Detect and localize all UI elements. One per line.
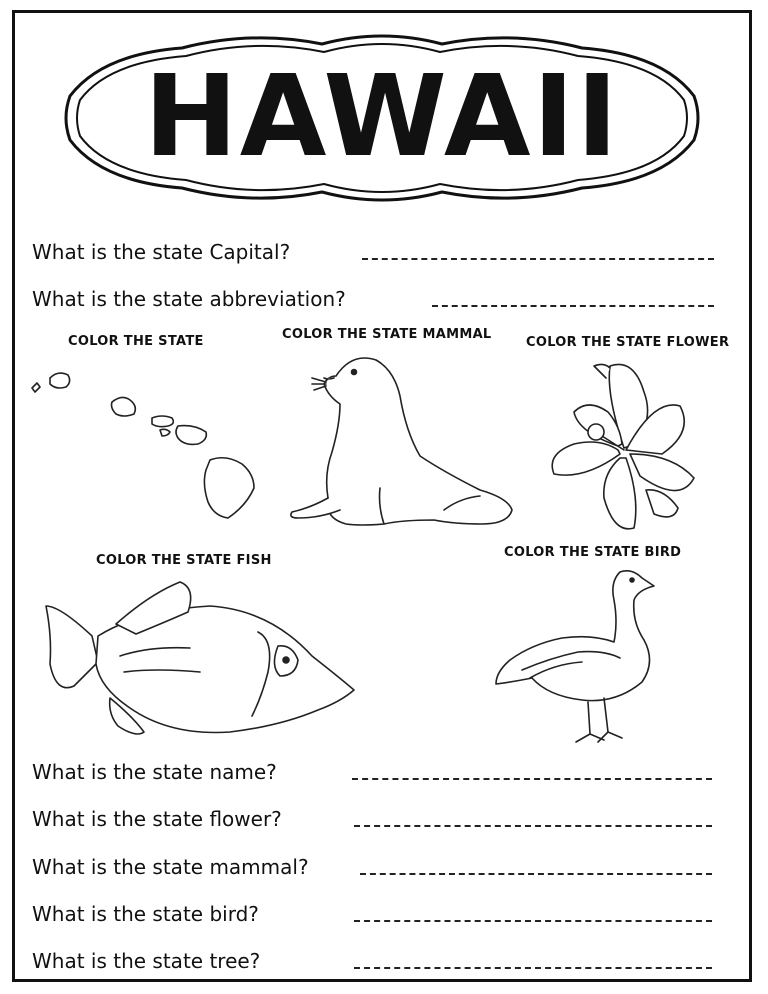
nene-goose-illustration: [492, 566, 664, 750]
hibiscus-flower-illustration: [544, 358, 700, 540]
answer-line-abbreviation[interactable]: [432, 305, 714, 307]
question-state-name: What is the state name?: [32, 760, 277, 784]
label-color-state: COLOR THE STATE: [68, 334, 204, 349]
seal-illustration: [284, 348, 520, 534]
hawaii-map-illustration: [28, 366, 264, 522]
question-state-tree: What is the state tree?: [32, 949, 261, 973]
answer-line-state-bird[interactable]: [354, 920, 712, 922]
label-color-bird: COLOR THE STATE BIRD: [504, 545, 682, 560]
answer-line-state-flower[interactable]: [354, 825, 712, 827]
answer-line-state-tree[interactable]: [354, 967, 712, 969]
humuhumunukunukuapuaa-fish-illustration: [40, 576, 360, 742]
answer-line-capital[interactable]: [362, 258, 714, 260]
question-state-flower: What is the state flower?: [32, 807, 282, 831]
question-capital: What is the state Capital?: [32, 240, 291, 264]
label-color-fish: COLOR THE STATE FISH: [96, 553, 272, 568]
answer-line-state-mammal[interactable]: [360, 873, 712, 875]
label-color-flower: COLOR THE STATE FLOWER: [526, 335, 730, 350]
label-color-mammal: COLOR THE STATE MAMMAL: [282, 327, 492, 342]
question-abbreviation: What is the state abbreviation?: [32, 287, 346, 311]
page-title: HAWAII: [144, 52, 620, 182]
question-state-mammal: What is the state mammal?: [32, 855, 309, 879]
question-state-bird: What is the state bird?: [32, 902, 259, 926]
answer-line-state-name[interactable]: [352, 778, 712, 780]
